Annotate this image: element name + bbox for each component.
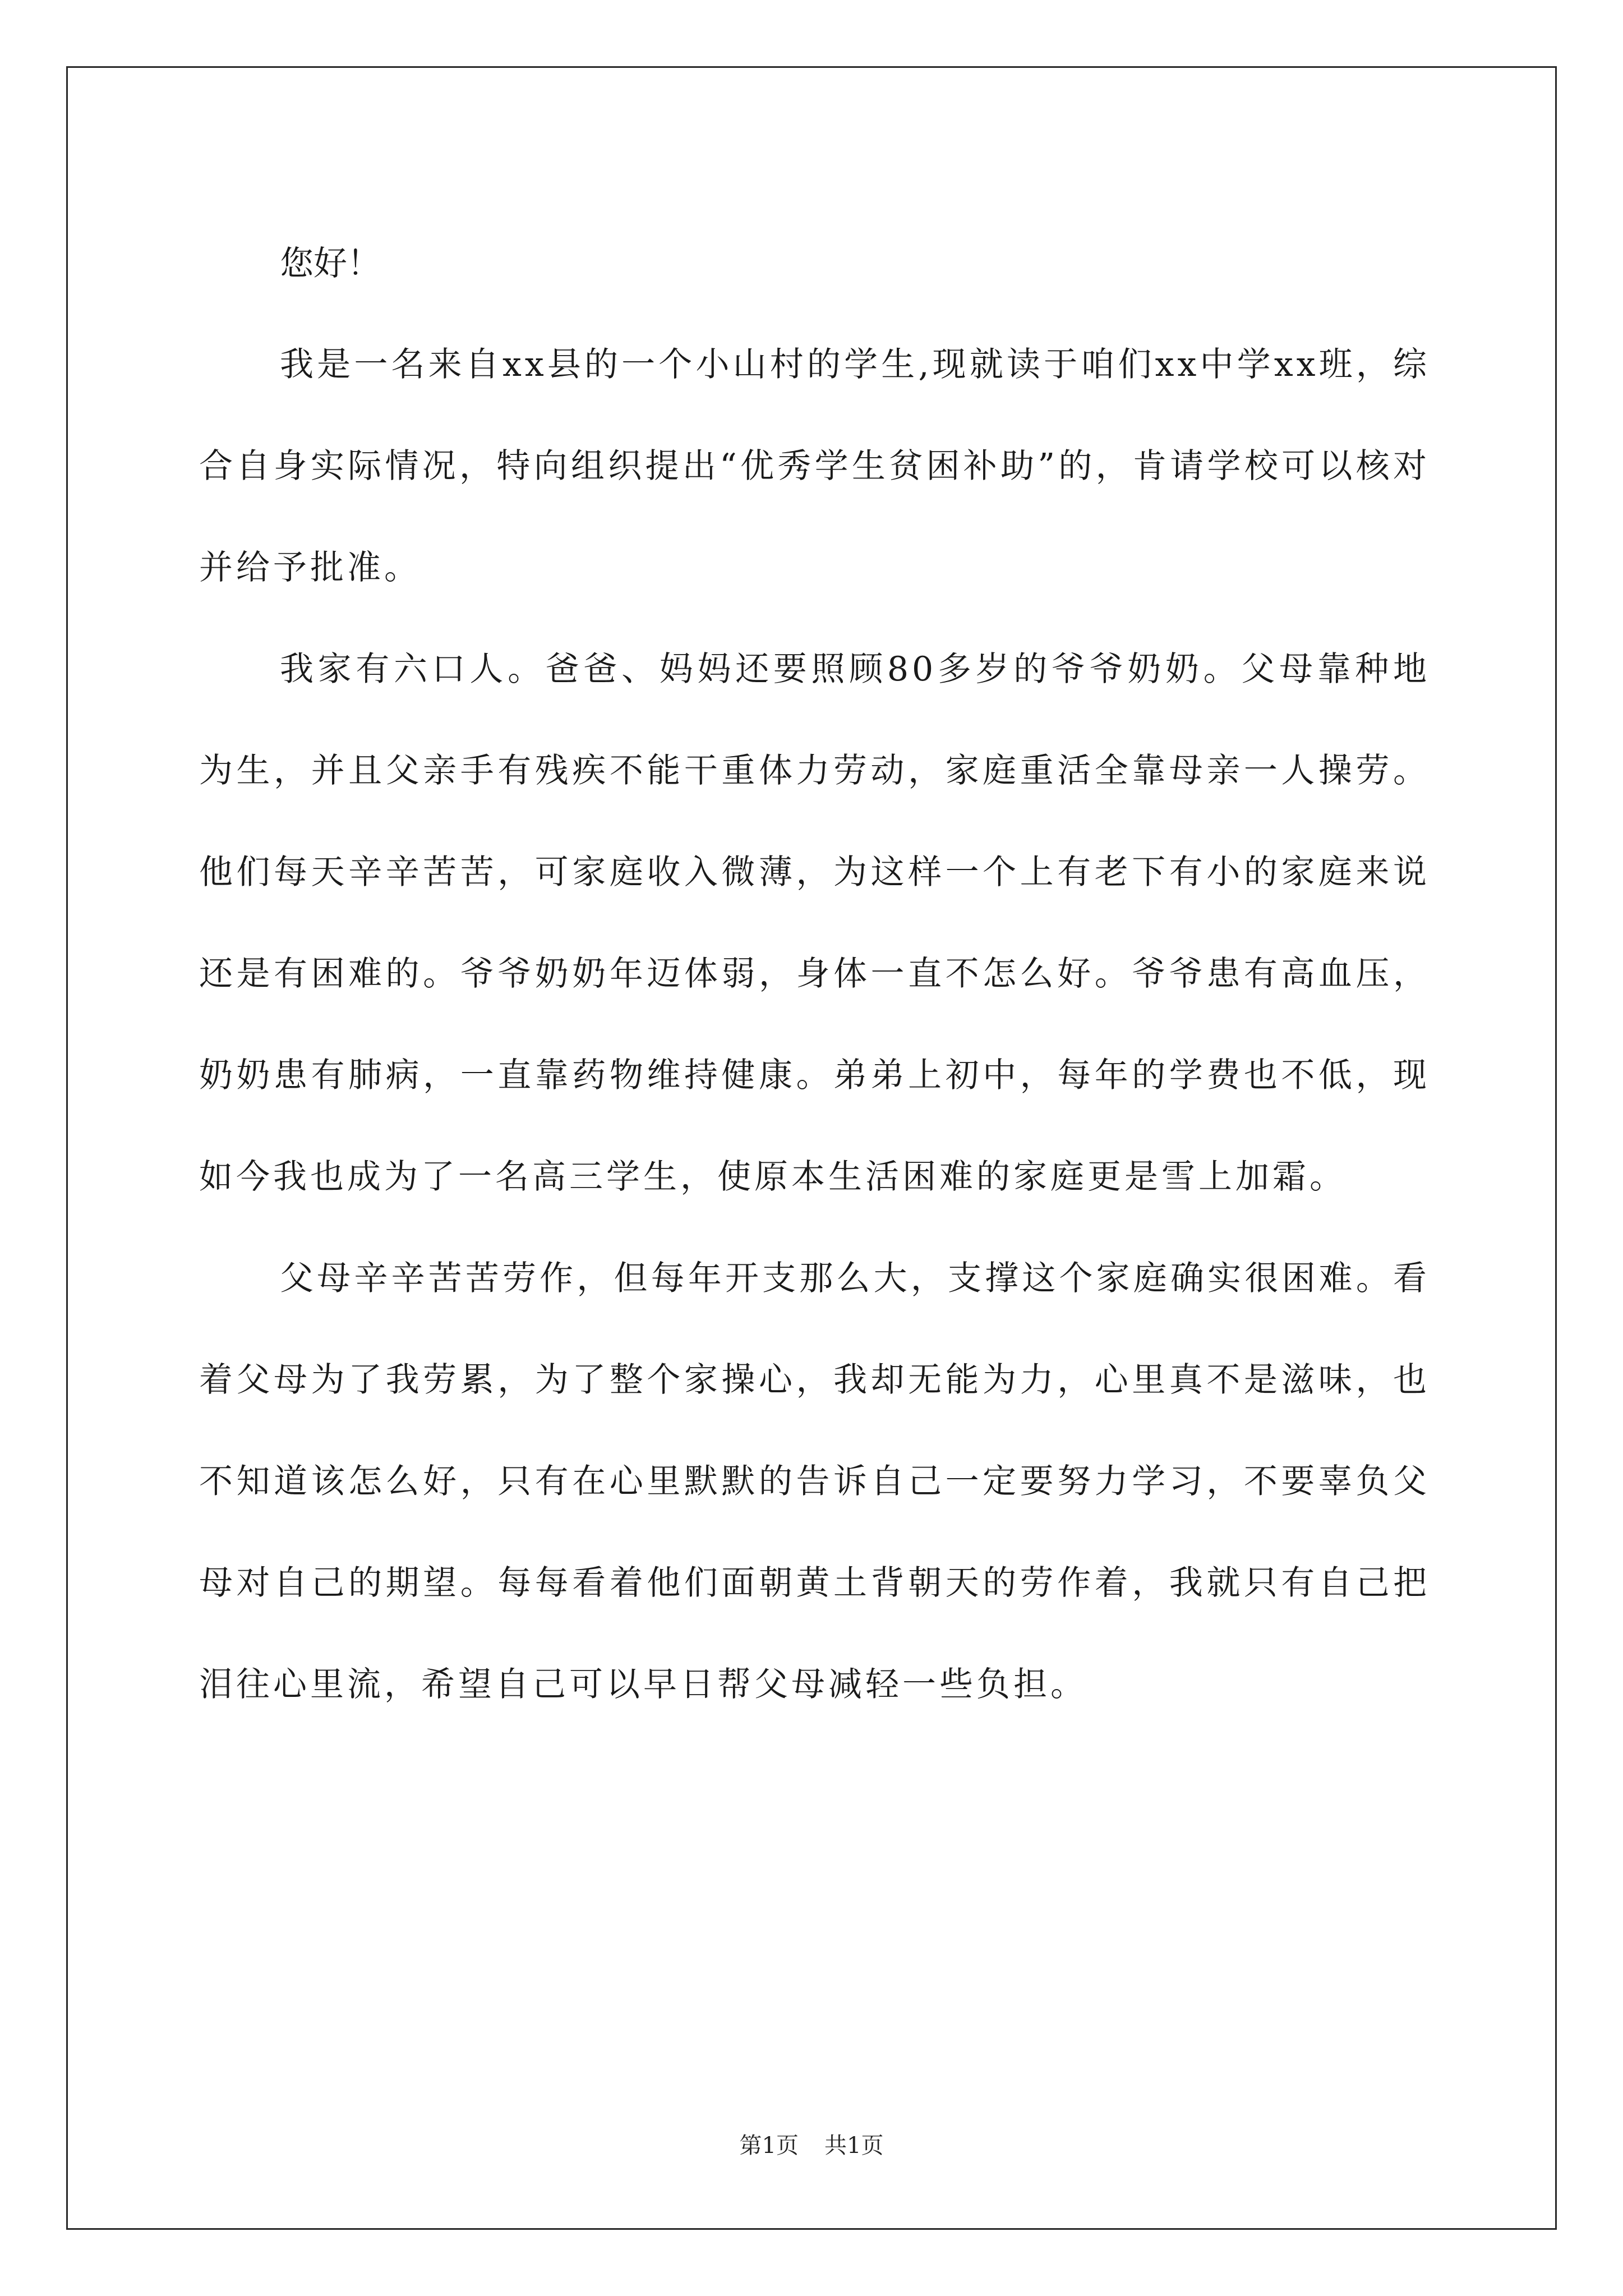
salutation: 您好！ — [280, 244, 381, 283]
page-number: 第1页 — [739, 2133, 799, 2159]
letter-body — [199, 213, 1430, 1736]
paragraph-intro: 我是一名来自xx县的一个小山村的学生,现就读于咱们xx中学xx班，综合自身实际情况，特向组织提出“优秀学生贫困补助”的，肯请学校可以核对并给予批准。 — [199, 345, 1430, 587]
page-count: 共1页 — [824, 2133, 884, 2159]
paragraph-hardship: 父母辛辛苦苦劳作，但每年开支那么大，支撑这个家庭确实很困难。看着父母为了我劳累，为了整个家操心，我却无能为力，心里真不是滋味，也不知道该怎么好，只有在心里默默的告诉自己一定要努力学习，不要辜负父母对自己的期望。每每看着他们面朝黄土背朝天的劳作着，我就只有自己把泪往心里流，希望自己可以早日帮父母减轻一些负担。 — [199, 1259, 1430, 1704]
page-footer — [0, 2129, 1623, 2162]
paragraph-family: 我家有六口人。爸爸、妈妈还要照顾80多岁的爷爷奶奶。父母靠种地为生，并且父亲手有残疾不能干重体力劳动，家庭重活全靠母亲一人操劳。他们每天辛辛苦苦，可家庭收入微薄，为这样一个上有老下有小的家庭来说还是有困难的。爷爷奶奶年迈体弱，身体一直不怎么好。爷爷患有高血压，奶奶患有肺病，一直靠药物维持健康。弟弟上初中，每年的学费也不低，现如今我也成为了一名高三学生，使原本生活困难的家庭更是雪上加霜。 — [199, 650, 1430, 1197]
